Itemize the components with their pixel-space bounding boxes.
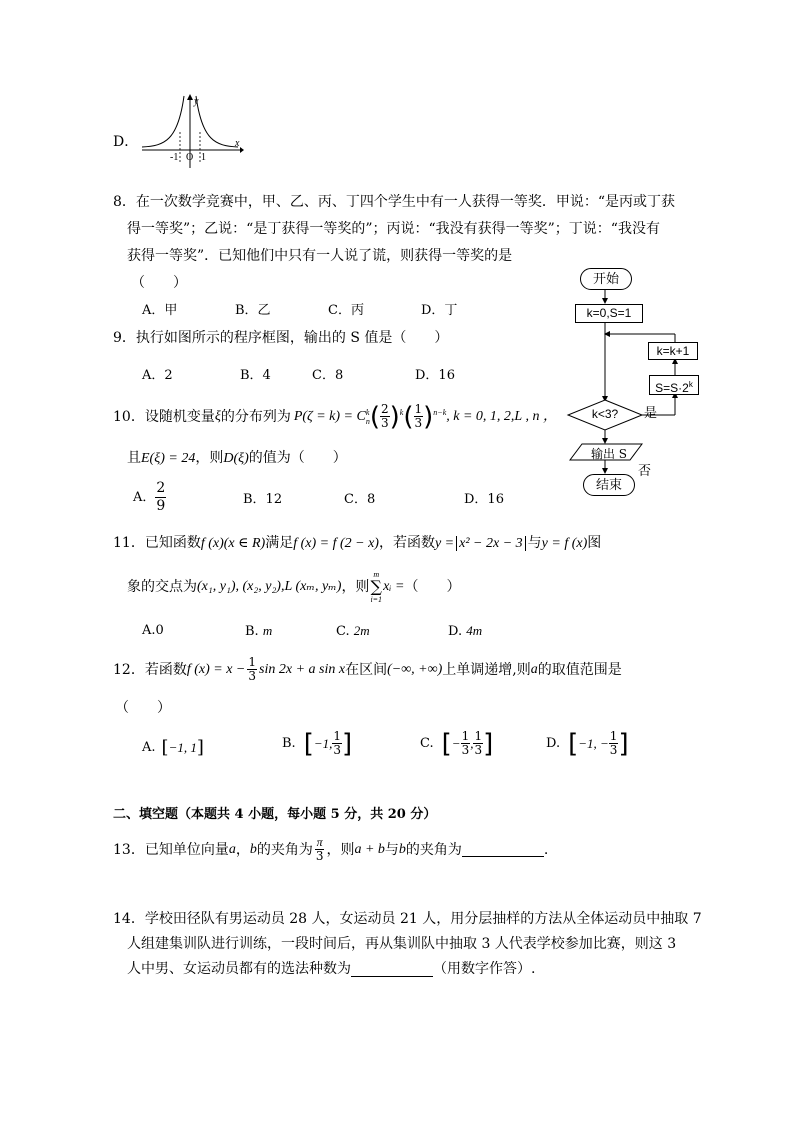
q10-line2: 且E(ξ) = 24，则D(ξ)的值为（ ） [127, 450, 347, 466]
q11-line2: 象的交点为 (x₁, y₁), (x₂, y₂),L (xₘ, yₘ) ，则 m ∑ i=1 xᵢ = （ ） [127, 570, 461, 604]
q10-c-scripts: k n [365, 407, 370, 426]
q7-option-d-label: D． [113, 134, 139, 150]
q10-line1: 10．设随机变量 ξ 的分布列为 P(ζ = k) = C k n ( $\frac{2}{3}$ ) $^k$ ( $\frac{1}{3}$ ) $^{n-k}$ , k = 0, 1, 2,L , n ， [113, 401, 557, 432]
graph-origin: O [186, 152, 194, 163]
flowchart-update: $S=S\cdot 2^k$ [649, 375, 699, 395]
q10-formula-lhs: P(ζ = k) = C [293, 408, 366, 424]
q11-option-c: C. 2m [336, 623, 370, 639]
q10-option-a: A． $\frac{2}{9}$ [133, 480, 166, 514]
q10-tail: , k = 0, 1, 2,L , n ， [446, 408, 557, 424]
flowchart-init: k=0,S=1 [575, 304, 643, 323]
q9-option-a: A．2 [142, 368, 173, 383]
q14-answer-blank [351, 962, 433, 977]
q9-option-c: C．8 [312, 368, 344, 383]
q14-line1: 14．学校田径队有男运动员 28 人，女运动员 21 人，用分层抽样的方法从全体运动员中抽取 7 [113, 911, 702, 927]
q10-frac2: $\frac{1}{3}$ [414, 402, 423, 430]
q10-sup2: n−k [433, 408, 447, 417]
q8-paren: （ ） [131, 275, 187, 291]
q10-option-b: B．12 [243, 492, 283, 507]
flowchart-output: 输出 S [590, 447, 628, 461]
flowchart-increment: k=k+1 [648, 342, 698, 360]
section-2-title: 二、填空题（本题共 4 小题，每小题 5 分，共 20 分） [113, 807, 437, 822]
q8-option-c: C．丙 [328, 303, 364, 318]
q8-line2: 得一等奖”；乙说：“是丁获得一等奖的”；丙说：“我没有获得一等奖”；丁说：“我没有 [127, 221, 660, 237]
q10-frac1: $\frac{2}{3}$ [380, 402, 389, 430]
q14-line2: 人组建集训队进行训练，一段时间后，再从集训队中抽取 3 人代表学校参加比赛，则这 3 [127, 936, 677, 952]
q10-option-d: D．16 [464, 492, 504, 507]
q10-xi: ξ [214, 408, 221, 424]
q12-paren: （ ） [115, 700, 171, 716]
q8-line1: 8．在一次数学竞赛中，甲、乙、丙、丁四个学生中有一人获得一等奖．甲说：“是丙或丁获 [113, 194, 676, 210]
q11-sum: m ∑ i=1 [370, 570, 383, 604]
q8-line3: 获得一等奖”．已知他们中只有一人说了谎，则获得一等奖的是 [127, 248, 513, 264]
q14-line3: 人中男、女运动员都有的选法种数为 （用数字作答）. [127, 961, 536, 977]
q11-option-a: A.0 [142, 623, 164, 638]
q12-option-b: B. [ −1, $\frac{1}{3}$ ] [282, 728, 353, 759]
q8-option-a: A．甲 [142, 303, 178, 318]
graph-x-label: x [235, 138, 240, 149]
q11-line1: 11．已知函数f (x)(x ∈ R)满足f (x) = f (2 − x)，若函数y = x² − 2x − 3 与y = f (x)图 [113, 535, 602, 551]
flowchart-yes-label: 是 [644, 406, 658, 421]
flowchart-no-label: 否 [638, 464, 652, 479]
q7-option-d-graph [140, 92, 245, 170]
graph-tick-neg: -1 [170, 152, 179, 163]
q12-option-d: D. [ −1, − $\frac{1}{3}$ ] [546, 728, 629, 759]
q10-option-c: C．8 [344, 492, 376, 507]
q13-answer-blank [462, 842, 544, 857]
q11-option-b: B. m [245, 623, 273, 639]
q11-option-d: D. 4m [448, 623, 483, 639]
q12-option-a: A. [ −1, 1 ] [142, 737, 204, 758]
q13-line: 13．已知单位向量 a ， b 的夹角为 $\frac{\pi}{3}$ ，则 a + b 与 b 的夹角为 . [113, 835, 549, 863]
q9-stem: 9．执行如图所示的程序框图，输出的 S 值是（ ） [113, 330, 449, 346]
q8-option-b: B．乙 [235, 303, 271, 318]
q10-mid: 的分布列为 [220, 408, 291, 425]
q12-line1: 12．若函数 f (x) = x − $\frac{1}{3}$ sin 2x + a sin x 在区间 (−∞, +∞) 上单调递增,则 a 的取值范围是 [113, 655, 622, 683]
q9-option-b: B．4 [240, 368, 271, 383]
q10-sup1: k [399, 408, 404, 417]
flowchart-start: 开始 [580, 268, 632, 290]
graph-y-label: y [194, 96, 199, 107]
q8-option-d: D．丁 [421, 303, 458, 318]
flowchart-end: 结束 [583, 474, 635, 496]
flowchart-condition: k<3? [591, 407, 619, 421]
q10-num: 10．设随机变量 [113, 408, 215, 425]
q9-option-d: D．16 [415, 368, 455, 383]
graph-tick-pos: 1 [201, 152, 206, 163]
q12-option-c: C. [ − $\frac{1}{3}$ , $\frac{1}{3}$ ] [420, 728, 494, 759]
